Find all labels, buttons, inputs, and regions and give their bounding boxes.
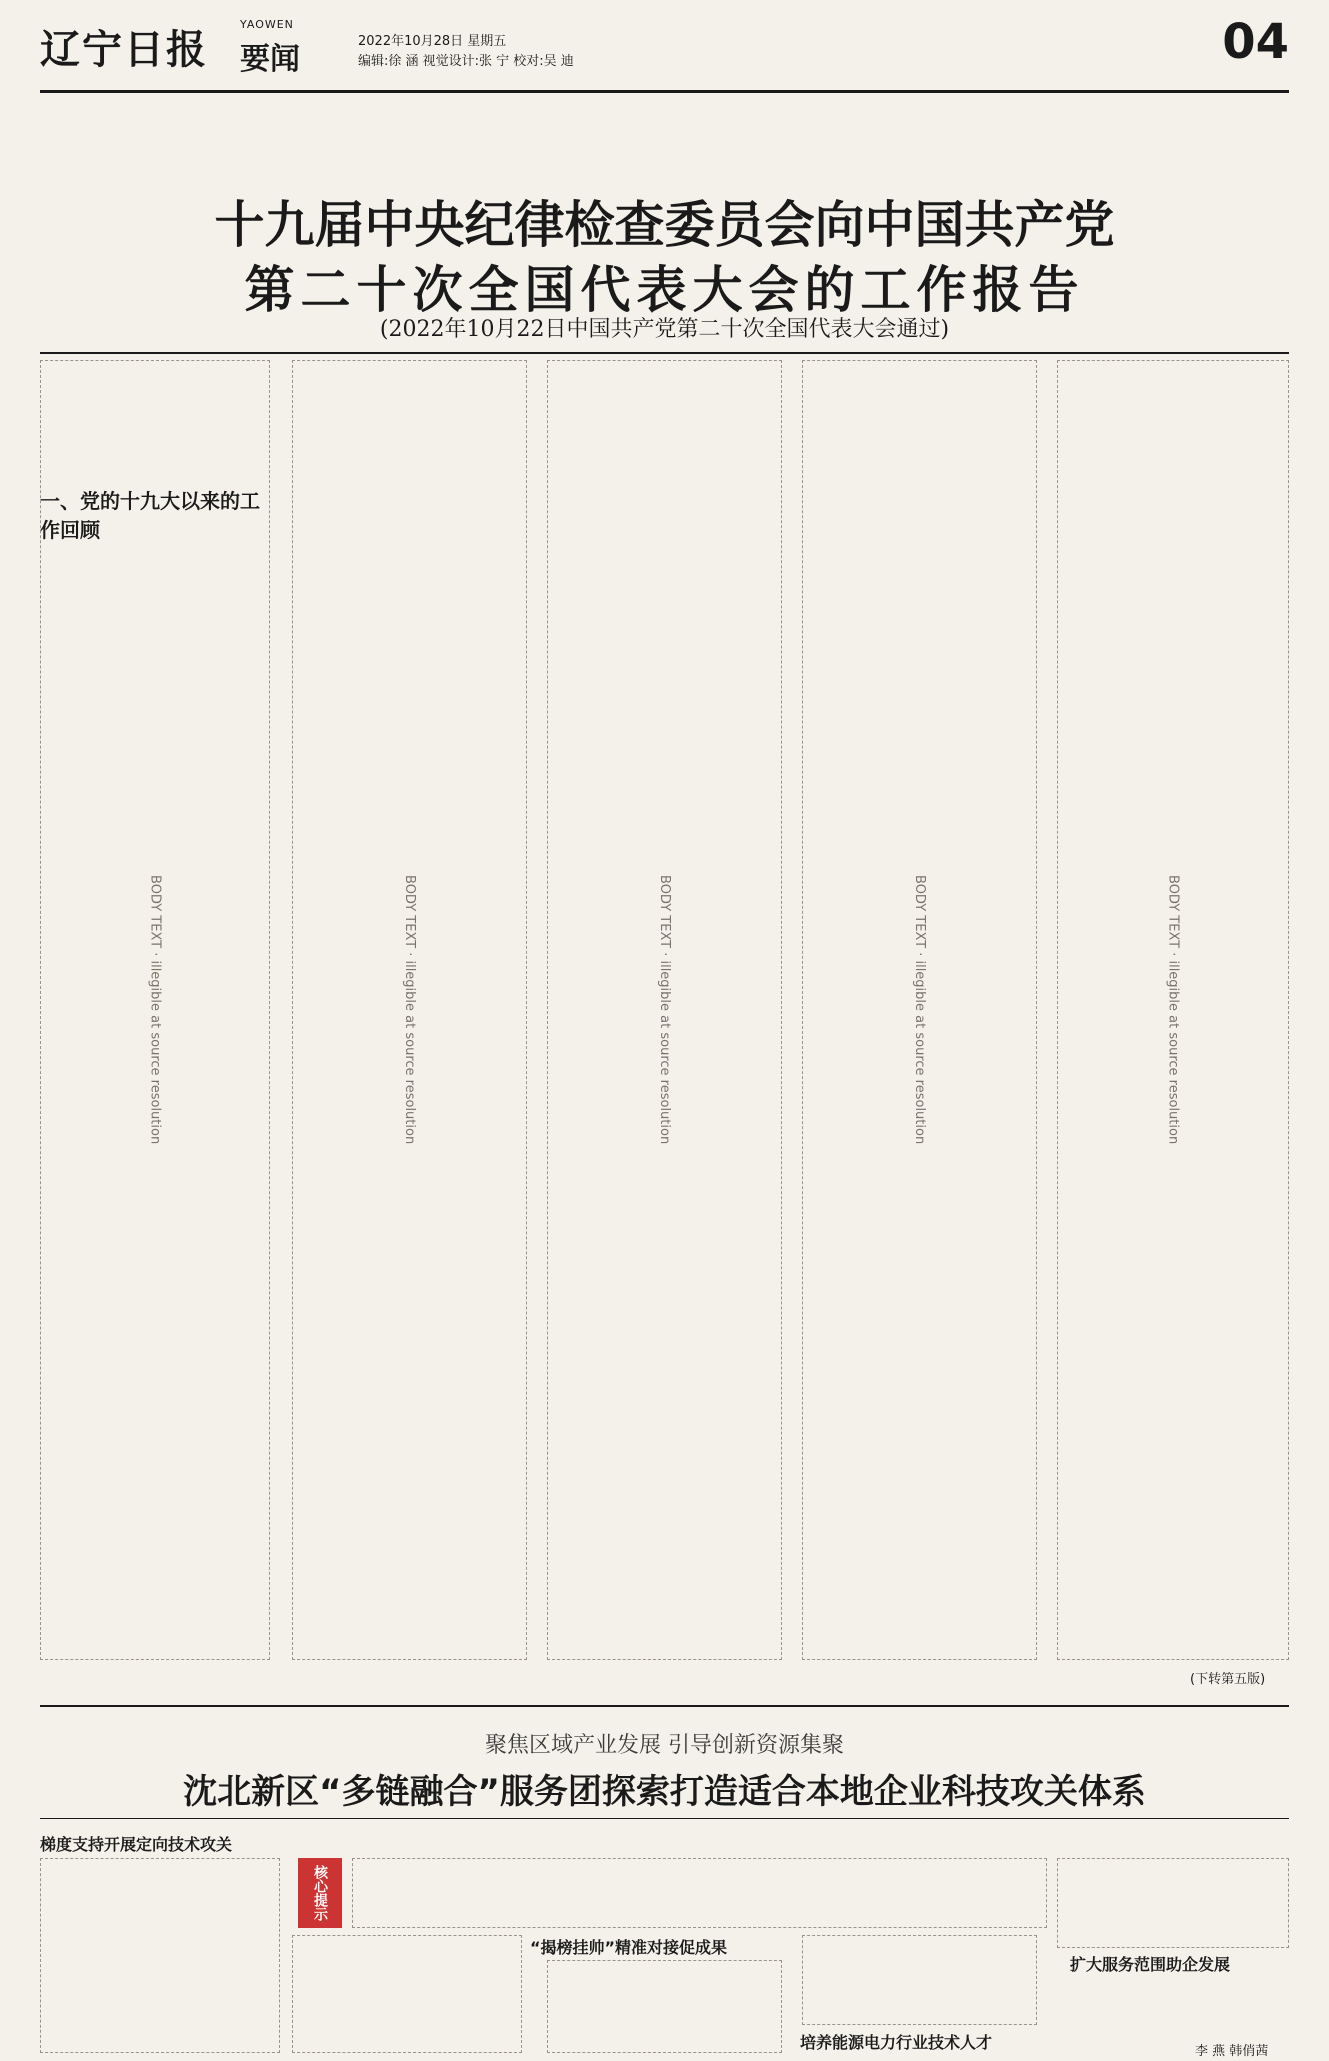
lead-column-5: BODY TEXT · illegible at source resolution	[1057, 360, 1289, 1660]
lead-column-2: BODY TEXT · illegible at source resolution	[292, 360, 527, 1660]
section-label: 要闻	[240, 42, 300, 77]
lead-headline-line-2: 第二十次全国代表大会的工作报告	[244, 261, 1085, 319]
second-rule	[40, 1818, 1289, 1819]
core-summary-tag: 核心提示	[298, 1858, 342, 1928]
lead-headline-line-1: 十九届中央纪律检查委员会向中国共产党	[214, 196, 1115, 254]
lead-column-4: BODY TEXT · illegible at source resolution	[802, 360, 1037, 1660]
second-column-4	[802, 1935, 1037, 2025]
lead-section-heading: 一、党的十九大以来的工作回顾	[40, 489, 260, 542]
continued-note: (下转第五版)	[1190, 1672, 1266, 1687]
page-number: 04	[1222, 14, 1289, 70]
lead-subhead: (2022年10月22日中国共产党第二十次全国代表大会通过)	[379, 317, 950, 342]
second-column-5	[1057, 1858, 1289, 1948]
lead-column-3: BODY TEXT · illegible at source resolution	[547, 360, 782, 1660]
sub-heading-left: 梯度支持开展定向技术攻关	[40, 1835, 233, 1854]
second-column-1	[40, 1858, 280, 2053]
second-kicker: 聚焦区域产业发展 引导创新资源集聚	[485, 1733, 844, 1758]
sub-heading-far-right: 扩大服务范围助企发展	[1070, 1955, 1231, 1974]
sub-heading-right: 培养能源电力行业技术人才	[800, 2033, 993, 2052]
lead-rule	[40, 352, 1289, 354]
editor-credits: 编辑:徐 涵 视觉设计:张 宁 校对:吴 迪	[358, 54, 574, 69]
second-column-3	[547, 1960, 782, 2053]
newspaper-logo: 辽宁日报	[40, 26, 208, 73]
issue-date: 2022年10月28日 星期五	[358, 34, 507, 49]
section-divider	[40, 1705, 1289, 1707]
lead-column-1: BODY TEXT · illegible at source resolution	[40, 360, 270, 1660]
masthead	[40, 12, 1289, 93]
section-label-en: YAOWEN	[240, 18, 294, 31]
second-byline: 李 燕 韩俏茜	[1195, 2044, 1269, 2059]
second-headline: 沈北新区“多链融合”服务团探索打造适合本地企业科技攻关体系	[183, 1772, 1146, 1812]
sub-heading-middle: “揭榜挂帅”精准对接促成果	[530, 1938, 728, 1957]
core-summary-text	[352, 1858, 1047, 1928]
second-column-2	[292, 1935, 522, 2053]
